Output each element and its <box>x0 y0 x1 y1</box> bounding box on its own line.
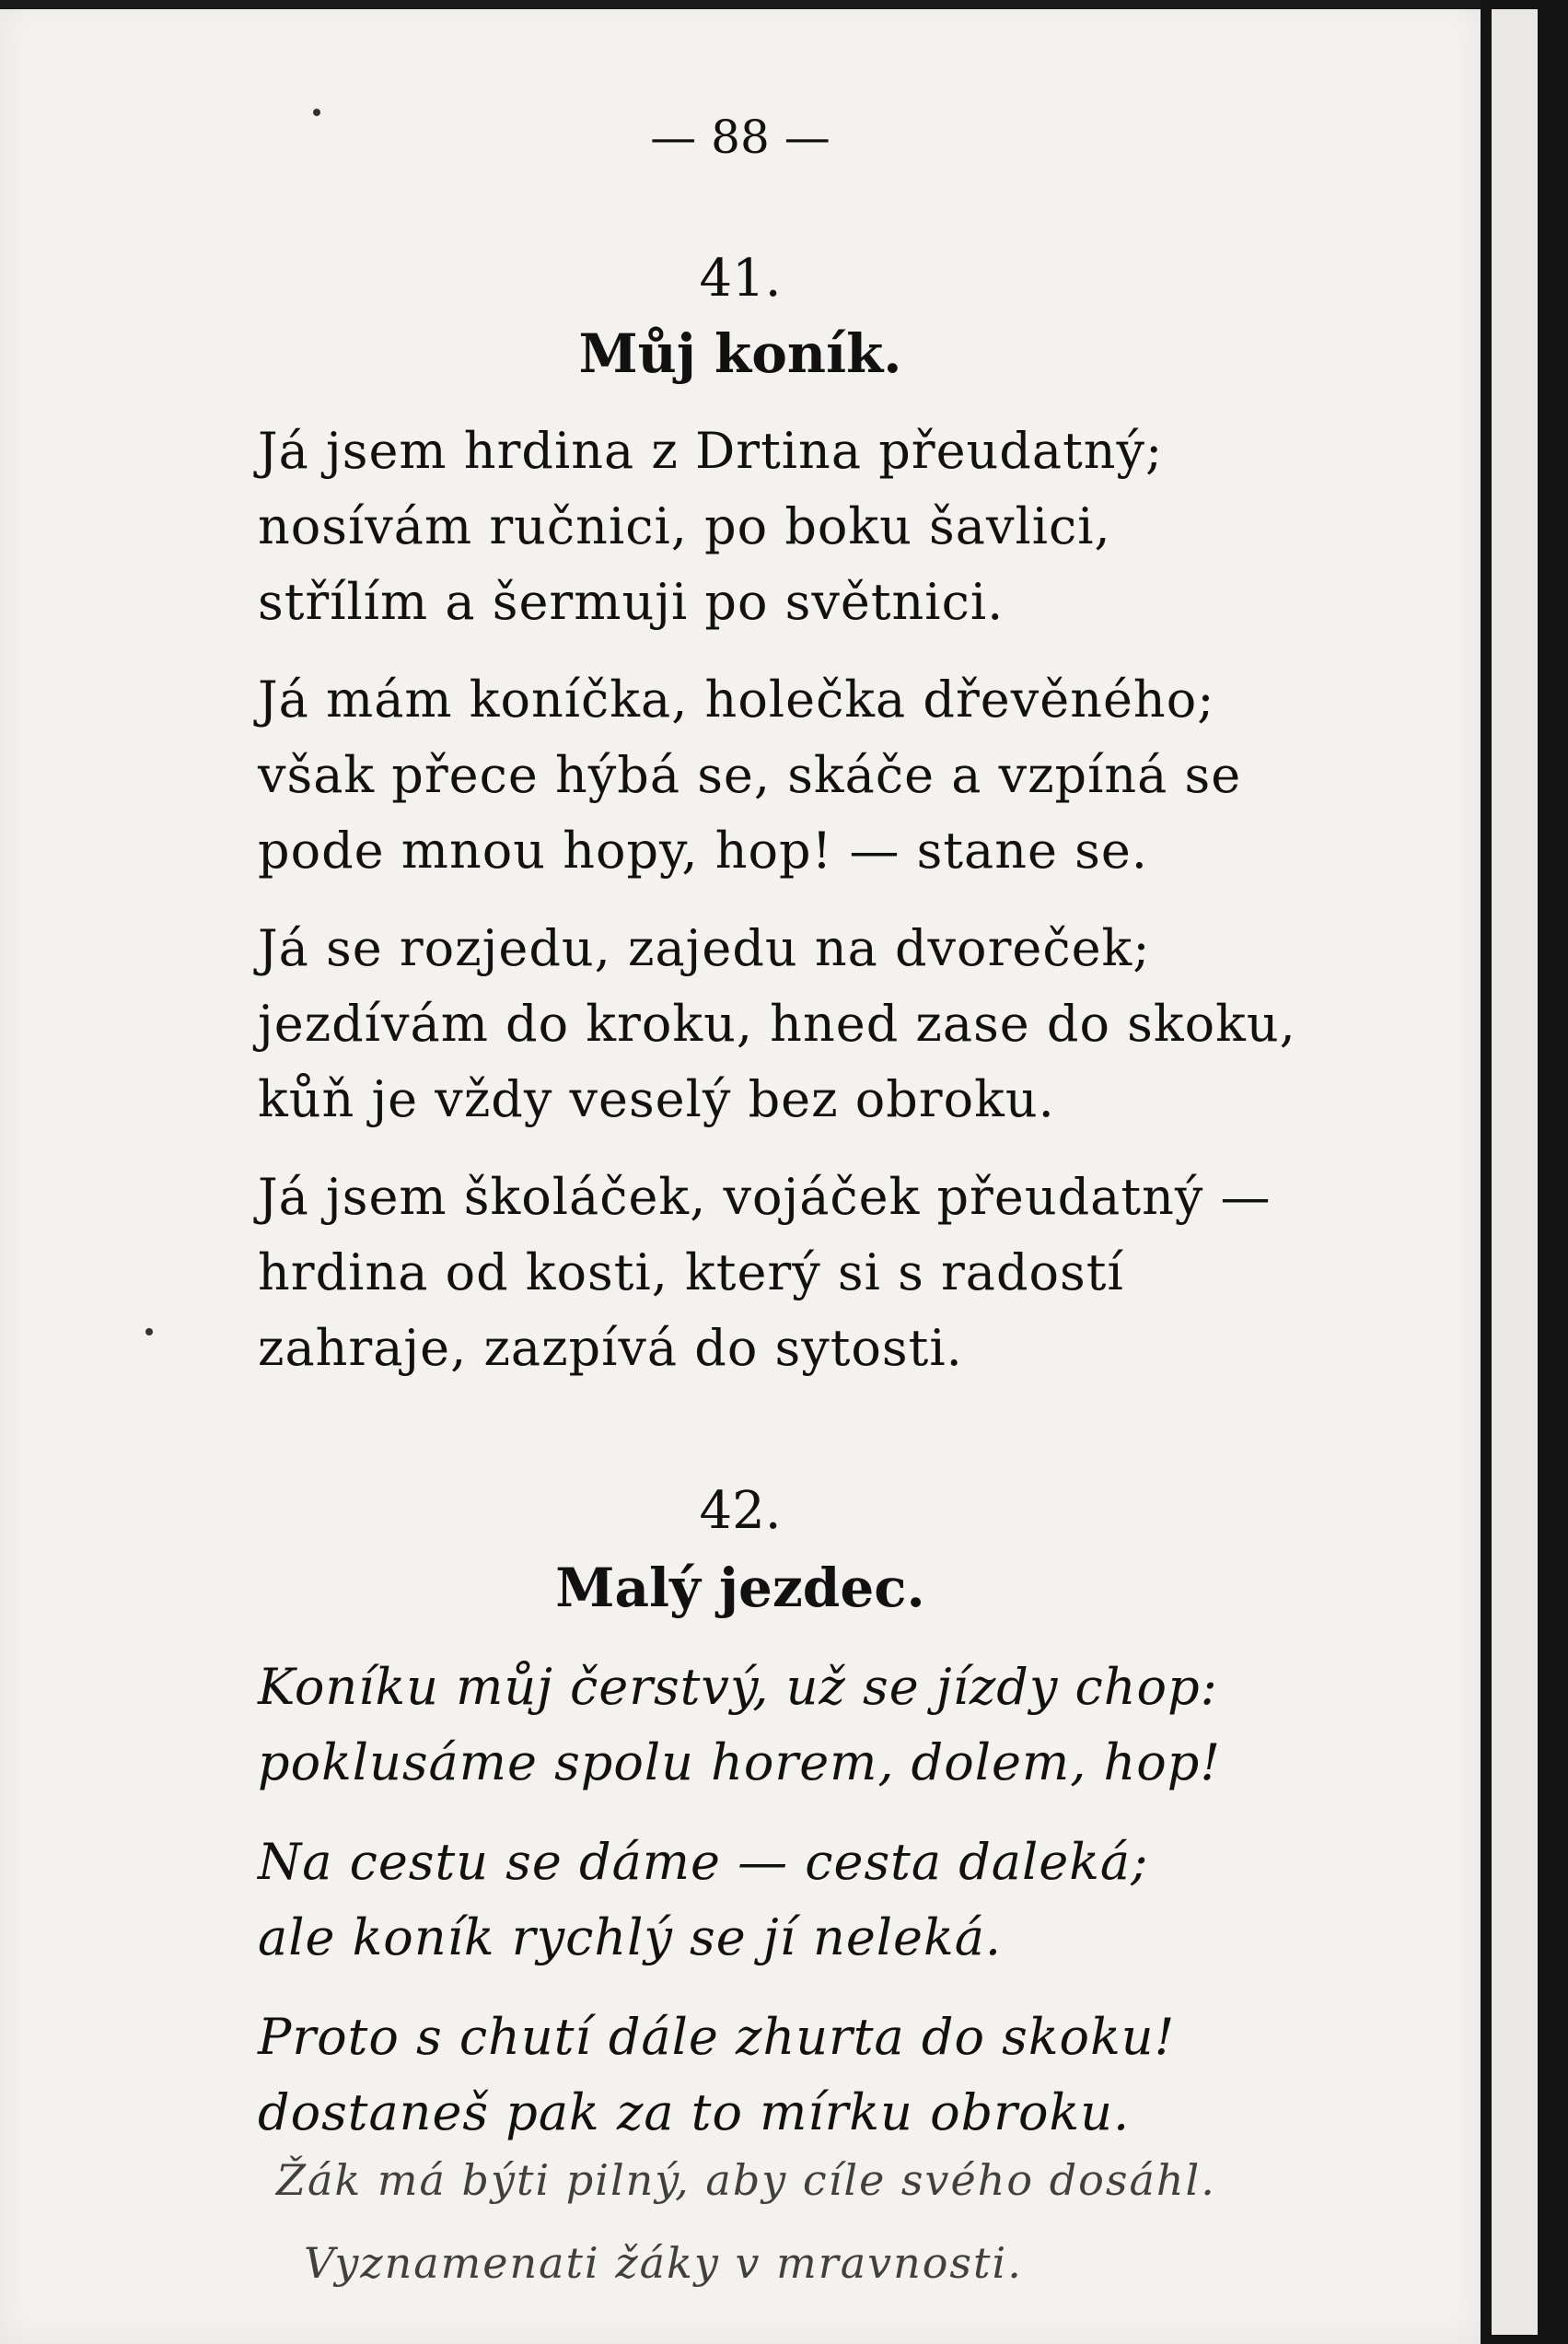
ink-speck <box>145 1328 153 1335</box>
verse-line: nosívám ručnici, po boku šavlici, <box>258 497 1111 555</box>
verse-line: hrdina od kosti, který si s radostí <box>258 1243 1124 1301</box>
verse-line: zahraje, zazpívá do sytosti. <box>258 1319 963 1377</box>
verse-line: však přece hýbá se, skáče a vzpíná se <box>258 746 1242 804</box>
verse-line: Já mám koníčka, holečka dřevěného; <box>258 671 1215 729</box>
verse-line: Já se rozjedu, zajedu na dvoreček; <box>258 919 1151 977</box>
verse-line: Já jsem školáček, vojáček přeudatný — <box>258 1168 1272 1226</box>
handwritten-note-line: Vyznamenati žáky v mravnosti. <box>304 2238 1023 2288</box>
verse-line: pode mnou hopy, hop! — stane se. <box>258 822 1148 880</box>
poem-number: 42. <box>699 1481 782 1541</box>
page-number: — 88 — <box>650 111 830 164</box>
verse-line: Já jsem hrdina z Drtina přeudatný; <box>258 422 1164 480</box>
verse-line: ale koník rychlý se jí neleká. <box>258 1908 1003 1966</box>
verse-line: Proto s chutí dále zhurta do skoku! <box>258 2008 1176 2066</box>
verse-line: Na cestu se dáme — cesta daleká; <box>258 1833 1149 1891</box>
poem-number: 41. <box>699 249 782 309</box>
adjacent-page-edge <box>1492 9 1538 2335</box>
page-top-edge <box>0 0 1481 9</box>
poem-title: Malý jezdec. <box>555 1557 925 1619</box>
verse-line: Koníku můj čerstvý, už se jízdy chop: <box>258 1658 1218 1716</box>
verse-line: poklusáme spolu horem, dolem, hop! <box>258 1733 1222 1791</box>
verse-line: dostaneš pak za to mírku obroku. <box>258 2083 1131 2141</box>
verse-line: střílím a šermuji po světnici. <box>258 573 1005 631</box>
book-gutter <box>1481 0 1568 2344</box>
verse-line: kůň je vždy veselý bez obroku. <box>258 1070 1055 1128</box>
poem-title: Můj koník. <box>578 322 902 385</box>
verse-line: jezdívám do kroku, hned zase do skoku, <box>258 995 1296 1053</box>
handwritten-note-line: Žák má býti pilný, aby cíle svého dosáhl. <box>276 2155 1216 2205</box>
